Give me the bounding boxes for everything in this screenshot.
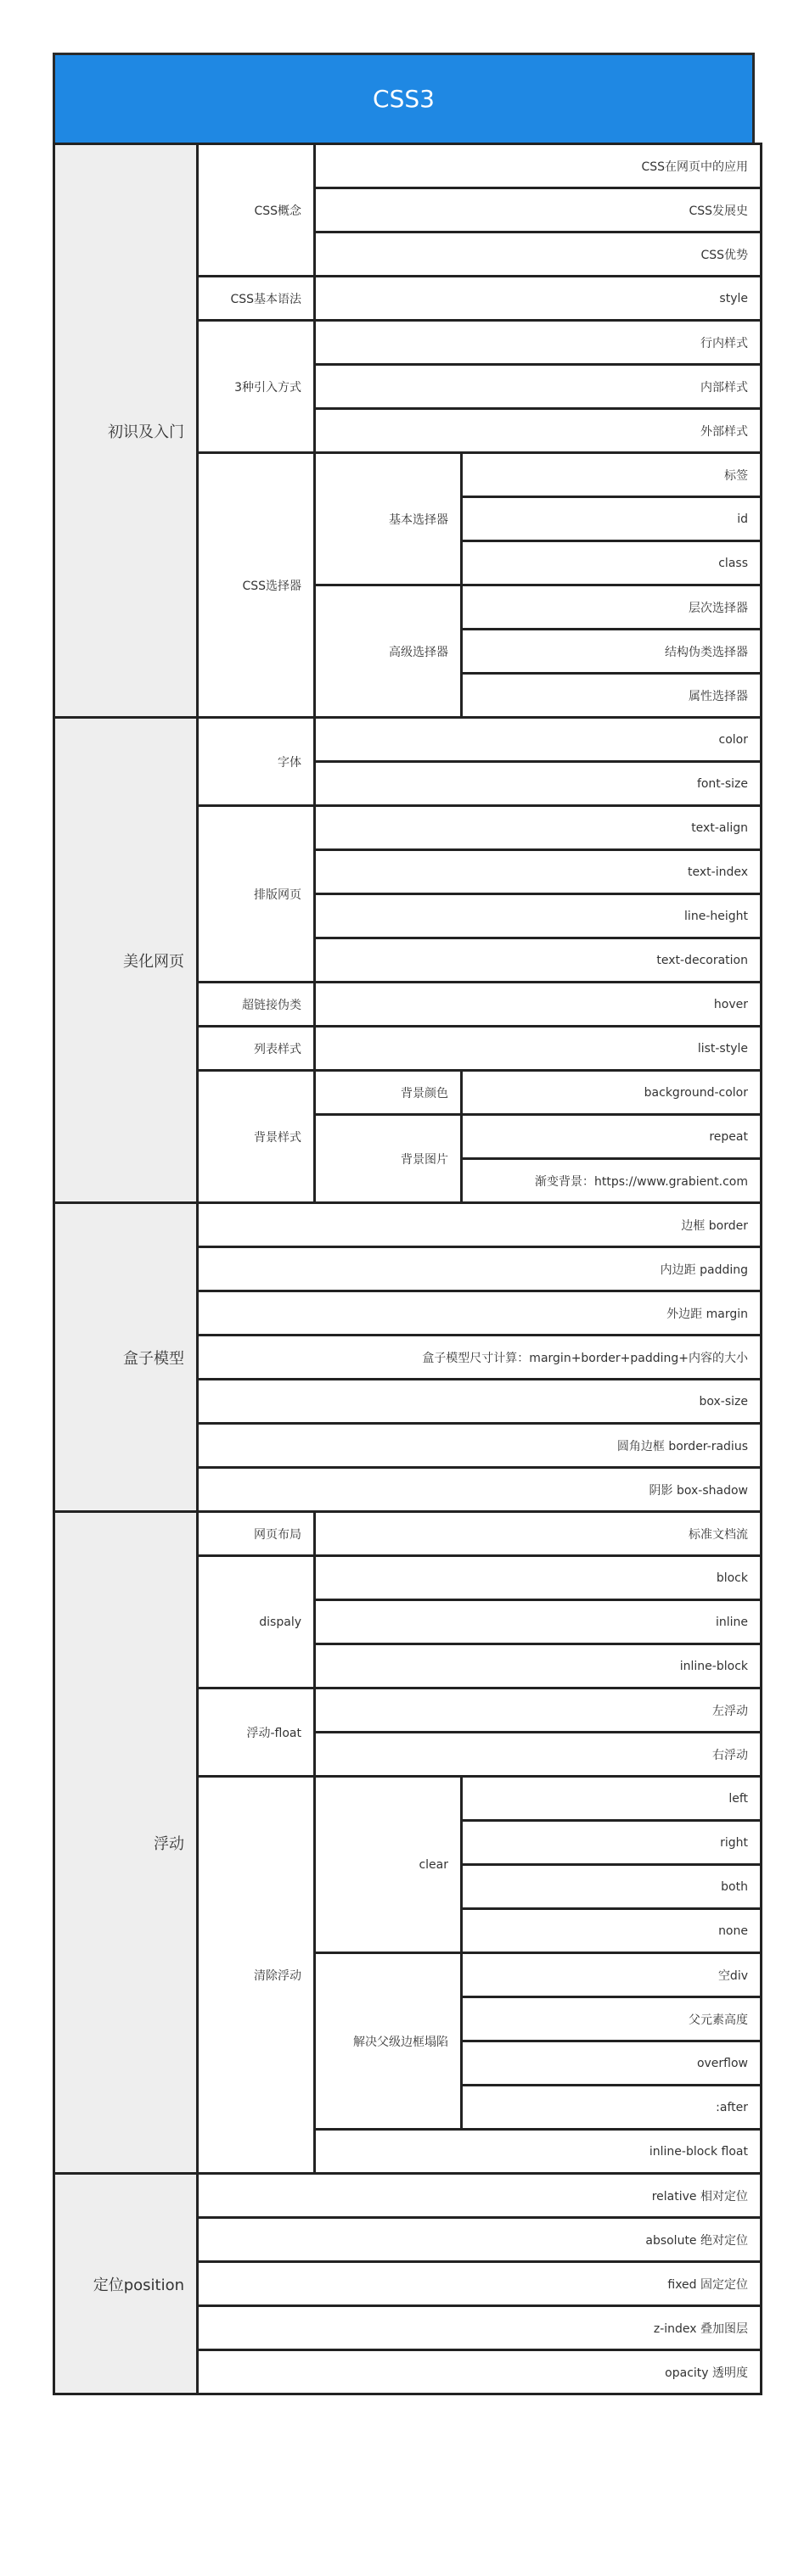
subtopic: 字体 xyxy=(198,718,315,806)
subtopic: 超链接伪类 xyxy=(198,983,315,1027)
leaf-topic: color xyxy=(315,718,762,762)
leaf-topic: 层次选择器 xyxy=(462,585,762,630)
leaf-topic: text-align xyxy=(315,806,762,850)
table-row xyxy=(54,1203,762,1247)
subtopic: clear xyxy=(315,1777,462,1953)
section-topic: 美化网页 xyxy=(54,718,198,1203)
leaf-topic: 属性选择器 xyxy=(462,674,762,718)
leaf-topic: 左浮动 xyxy=(315,1688,762,1733)
leaf-topic: 渐变背景：https://www.grabient.com xyxy=(462,1159,762,1203)
leaf-topic: line-height xyxy=(315,894,762,938)
leaf-topic: z-index 叠加图层 xyxy=(198,2306,762,2350)
mindmap-table xyxy=(53,53,755,2395)
page-title: CSS3 xyxy=(53,53,755,143)
leaf-topic: font-size xyxy=(315,762,762,806)
subtopic: 背景样式 xyxy=(198,1071,315,1203)
subtopic: dispaly xyxy=(198,1556,315,1688)
leaf-topic: 内边距 padding xyxy=(198,1247,762,1291)
leaf-topic: 内部样式 xyxy=(315,365,762,409)
leaf-topic: list-style xyxy=(315,1027,762,1071)
leaf-topic: 右浮动 xyxy=(315,1733,762,1777)
subtopic: 网页布局 xyxy=(198,1512,315,1556)
leaf-topic: 行内样式 xyxy=(315,321,762,365)
leaf-topic: hover xyxy=(315,983,762,1027)
leaf-topic: 外边距 margin xyxy=(198,1291,762,1336)
section-topic: 盒子模型 xyxy=(54,1203,198,1512)
leaf-topic: inline-block float xyxy=(315,2130,762,2174)
leaf-topic: id xyxy=(462,497,762,541)
leaf-topic: text-index xyxy=(315,850,762,894)
table-row xyxy=(54,1512,762,1556)
section-topic: 定位position xyxy=(54,2174,198,2394)
table-row xyxy=(54,718,762,762)
leaf-topic: both xyxy=(462,1865,762,1909)
subtopic: 背景颜色 xyxy=(315,1071,462,1115)
leaf-topic: opacity 透明度 xyxy=(198,2350,762,2394)
table-row xyxy=(54,144,762,188)
leaf-topic: CSS在网页中的应用 xyxy=(315,144,762,188)
leaf-topic: fixed 固定定位 xyxy=(198,2262,762,2306)
leaf-topic: relative 相对定位 xyxy=(198,2174,762,2218)
section-topic: 初识及入门 xyxy=(54,144,198,718)
subtopic: 3种引入方式 xyxy=(198,321,315,453)
subtopic: 基本选择器 xyxy=(315,453,462,585)
leaf-topic: CSS优势 xyxy=(315,232,762,277)
topic-table-body xyxy=(54,144,762,2394)
leaf-topic: 标准文档流 xyxy=(315,1512,762,1556)
leaf-topic: none xyxy=(462,1909,762,1953)
table-row xyxy=(54,2174,762,2218)
leaf-topic: 父元素高度 xyxy=(462,1997,762,2041)
subtopic: CSS选择器 xyxy=(198,453,315,718)
leaf-topic: style xyxy=(315,277,762,321)
leaf-topic: 盒子模型尺寸计算：margin+border+padding+内容的大小 xyxy=(198,1336,762,1380)
leaf-topic: box-size xyxy=(198,1380,762,1424)
leaf-topic: overflow xyxy=(462,2041,762,2086)
subtopic: 排版网页 xyxy=(198,806,315,983)
leaf-topic: 标签 xyxy=(462,453,762,497)
subtopic: 背景图片 xyxy=(315,1115,462,1203)
leaf-topic: right xyxy=(462,1821,762,1865)
leaf-topic: 结构伪类选择器 xyxy=(462,630,762,674)
subtopic: 解决父级边框塌陷 xyxy=(315,1953,462,2130)
leaf-topic: 阴影 box-shadow xyxy=(198,1468,762,1512)
leaf-topic: CSS发展史 xyxy=(315,188,762,232)
leaf-topic: left xyxy=(462,1777,762,1821)
leaf-topic: background-color xyxy=(462,1071,762,1115)
leaf-topic: block xyxy=(315,1556,762,1600)
leaf-topic: 圆角边框 border-radius xyxy=(198,1424,762,1468)
leaf-topic: 空div xyxy=(462,1953,762,1997)
leaf-topic: :after xyxy=(462,2086,762,2130)
subtopic: CSS概念 xyxy=(198,144,315,277)
leaf-topic: 外部样式 xyxy=(315,409,762,453)
leaf-topic: text-decoration xyxy=(315,938,762,983)
subtopic: 列表样式 xyxy=(198,1027,315,1071)
subtopic: CSS基本语法 xyxy=(198,277,315,321)
subtopic: 浮动-float xyxy=(198,1688,315,1777)
subtopic: 清除浮动 xyxy=(198,1777,315,2174)
leaf-topic: class xyxy=(462,541,762,585)
subtopic: 高级选择器 xyxy=(315,585,462,718)
leaf-topic: repeat xyxy=(462,1115,762,1159)
leaf-topic: 边框 border xyxy=(198,1203,762,1247)
section-topic: 浮动 xyxy=(54,1512,198,2174)
leaf-topic: inline-block xyxy=(315,1644,762,1688)
topic-table xyxy=(53,143,762,2395)
leaf-topic: inline xyxy=(315,1600,762,1644)
leaf-topic: absolute 绝对定位 xyxy=(198,2218,762,2262)
